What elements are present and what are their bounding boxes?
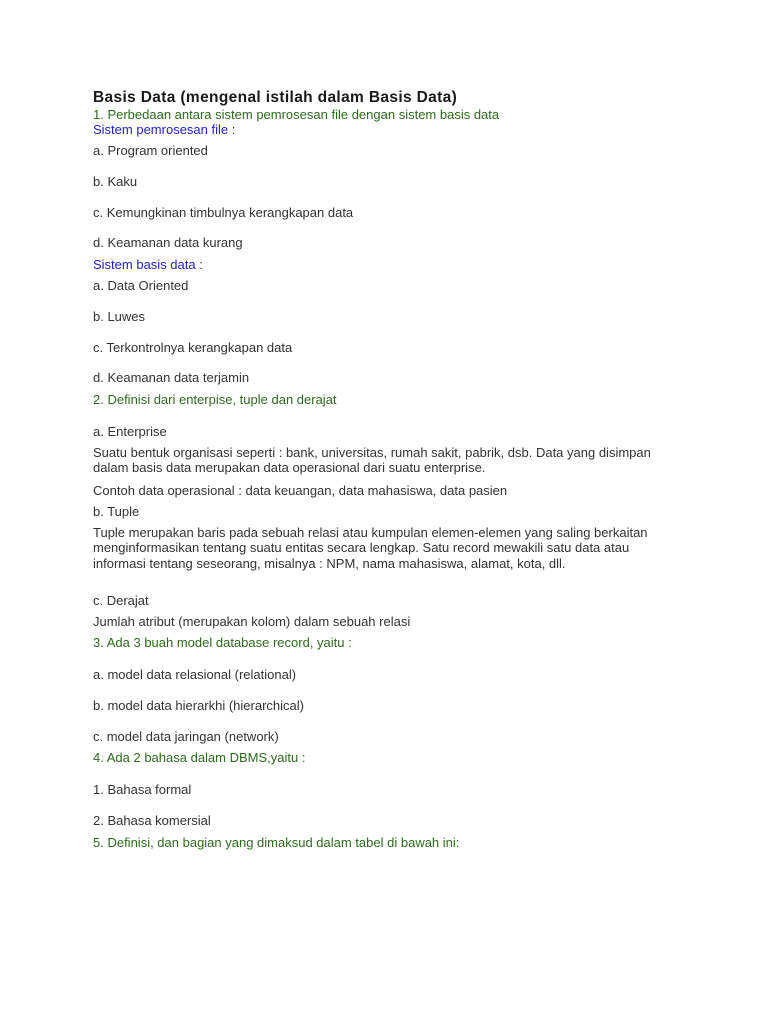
file-system-subheading bbox=[93, 122, 235, 137]
db-system-item: d. Keamanan data terjamin bbox=[93, 370, 250, 385]
section-1-heading: 1. Perbedaan antara sistem pemrosesan file dengan sistem basis data bbox=[93, 107, 500, 122]
file-system-item: b. Kaku bbox=[93, 174, 138, 189]
document-title: Basis Data (mengenal istilah dalam Basis Data) bbox=[93, 89, 458, 106]
section-5-heading: 5. Definisi, dan bagian yang dimaksud dalam tabel di bawah ini: bbox=[93, 835, 460, 850]
file-system-item: c. Kemungkinan timbulnya kerangkapan data bbox=[93, 205, 354, 220]
db-system-colon: : bbox=[195, 257, 203, 272]
tuple-text: Tuple merupakan baris pada sebuah relasi atau kumpulan elemen-elemen yang saling berkaitan menginformasikan tentang suatu entitas secara lengkap. Satu record mewakili satu data atau informasi tentang seseorang, misalnya : NPM, nama mahasiswa, alamat, kota, dll. bbox=[93, 525, 648, 571]
db-system-label: Sistem basis data bbox=[93, 257, 196, 272]
model-item: a. model data relasional (relational) bbox=[93, 667, 297, 682]
section-3-heading: 3. Ada 3 buah model database record, yaitu : bbox=[93, 635, 352, 650]
file-system-colon: : bbox=[228, 122, 236, 137]
model-item: c. model data jaringan (network) bbox=[93, 729, 279, 744]
model-item: b. model data hierarkhi (hierarchical) bbox=[93, 698, 304, 713]
enterprise-label: a. Enterprise bbox=[93, 424, 167, 439]
file-system-item: a. Program oriented bbox=[93, 143, 208, 158]
derajat-label: c. Derajat bbox=[93, 593, 149, 608]
db-system-subheading bbox=[93, 257, 203, 272]
section-4-heading: 4. Ada 2 bahasa dalam DBMS,yaitu : bbox=[93, 750, 306, 765]
section-2-heading: 2. Definisi dari enterpise, tuple dan derajat bbox=[93, 392, 337, 407]
file-system-item: d. Keamanan data kurang bbox=[93, 235, 243, 250]
enterprise-text: Suatu bentuk organisasi seperti : bank, universitas, rumah sakit, pabrik, dsb. Data yang disimpan dalam basis data merupakan data operasional dari suatu enterprise. bbox=[93, 445, 651, 476]
enterprise-example: Contoh data operasional : data keuangan, data mahasiswa, data pasien bbox=[93, 483, 508, 498]
tuple-label: b. Tuple bbox=[93, 504, 140, 519]
file-system-label: Sistem pemrosesan file bbox=[93, 122, 229, 137]
db-system-item: a. Data Oriented bbox=[93, 278, 189, 293]
language-item: 1. Bahasa formal bbox=[93, 782, 192, 797]
derajat-text: Jumlah atribut (merupakan kolom) dalam sebuah relasi bbox=[93, 614, 411, 629]
db-system-item: c. Terkontrolnya kerangkapan data bbox=[93, 340, 293, 355]
db-system-item: b. Luwes bbox=[93, 309, 146, 324]
language-item: 2. Bahasa komersial bbox=[93, 813, 211, 828]
